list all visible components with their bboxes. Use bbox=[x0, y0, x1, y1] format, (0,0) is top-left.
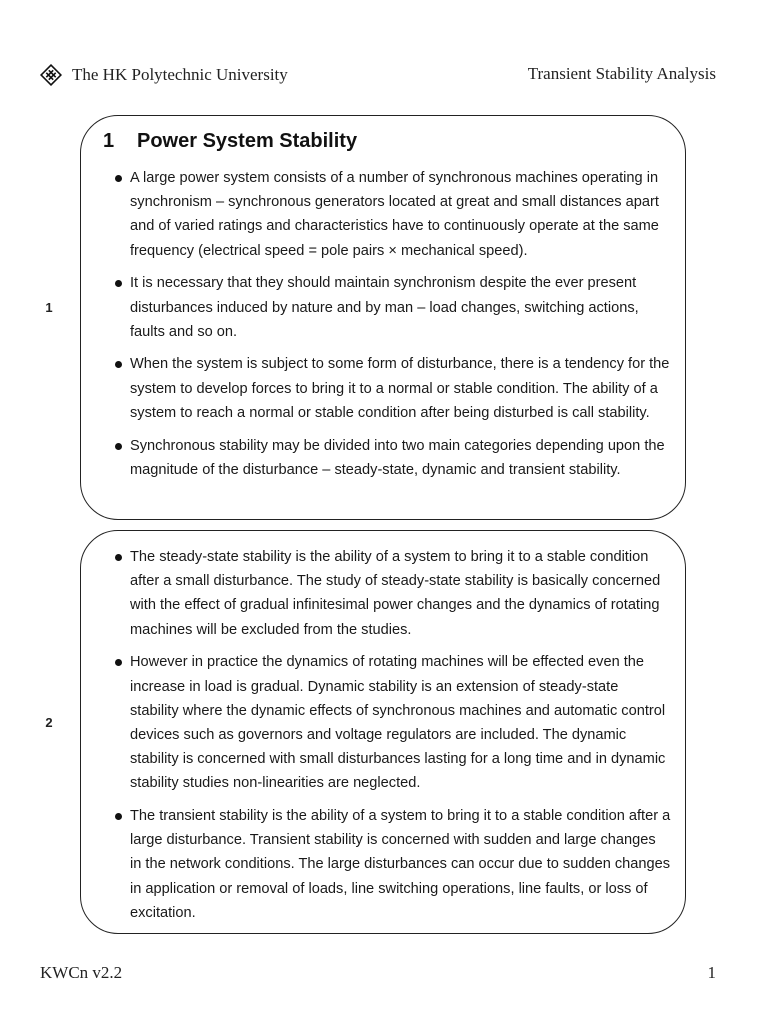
bullet-item bbox=[113, 352, 671, 425]
university-logo-icon bbox=[40, 64, 62, 86]
bullet-list bbox=[113, 166, 671, 490]
bullet-item bbox=[113, 434, 671, 482]
bullet-dot-icon bbox=[115, 443, 122, 450]
university-name: The HK Polytechnic University bbox=[72, 65, 288, 84]
bullet-dot-icon bbox=[115, 813, 122, 820]
bullet-dot-icon bbox=[115, 280, 122, 287]
section-title-text: Power System Stability bbox=[137, 130, 358, 152]
document-topic: Transient Stability Analysis bbox=[527, 64, 716, 83]
section-title bbox=[103, 130, 357, 153]
bullet-item bbox=[113, 804, 671, 925]
page-number: 1 bbox=[707, 963, 716, 982]
bullet-dot-icon bbox=[115, 554, 122, 561]
slide-frame bbox=[80, 115, 686, 520]
section-number: 1 bbox=[103, 130, 115, 152]
bullet-item bbox=[113, 166, 671, 263]
bullet-text: A large power system consists of a number of synchronous machines operating in synchronism – synchronous generators located at great and small distances apart and of varied ratings and characteristics have to continuously operate at the same frequency (electrical speed = pole pairs × mechanical speed). bbox=[130, 170, 659, 259]
bullet-text: When the system is subject to some form of disturbance, there is a tendency for the system to develop forces to bring it to a normal or stable condition. The ability of a system to reach a normal or stable condition after being disturbed is call stability. bbox=[130, 356, 670, 421]
bullet-list bbox=[113, 545, 671, 934]
bullet-item bbox=[113, 271, 671, 344]
bullet-text: However in practice the dynamics of rotating machines will be effected even the increase in load is gradual. Dynamic stability is an extension of steady-state stability where the dynamic effects of synchronous machines and automatic control devices such as governors and voltage regulators are included. The dynamic stability is concerned with small disturbances lasting for a long time and in dynamic stability studies non-linearities are neglected. bbox=[130, 654, 666, 792]
bullet-text: It is necessary that they should maintain synchronism despite the ever present disturbances induced by nature and by man – load changes, switching actions, faults and so on. bbox=[130, 275, 639, 340]
bullet-dot-icon bbox=[115, 175, 122, 182]
page-footer bbox=[40, 963, 716, 987]
slide-number: 2 bbox=[45, 715, 53, 730]
bullet-text: Synchronous stability may be divided into two main categories depending upon the magnitude of the disturbance – steady-state, dynamic and transient stability. bbox=[130, 437, 665, 478]
bullet-text: The steady-state stability is the ability of a system to bring it to a stable condition after a small disturbance. The study of steady-state stability is basically concerned with the effect of gradual infinitesimal power changes and the dynamics of rotating machines will be excluded from the studies. bbox=[130, 549, 661, 638]
bullet-text: The transient stability is the ability of a system to bring it to a stable condition after a large disturbance. Transient stability is concerned with sudden and large changes in the network conditions. The large disturbances can occur due to sudden changes in application or removal of loads, line switching operations, line faults, or loss of excitation. bbox=[130, 808, 671, 921]
bullet-dot-icon bbox=[115, 659, 122, 666]
header-left bbox=[40, 64, 288, 86]
bullet-item bbox=[113, 650, 671, 795]
page-header bbox=[40, 64, 716, 88]
bullet-item bbox=[113, 545, 671, 642]
slide-number: 1 bbox=[45, 300, 53, 315]
bullet-dot-icon bbox=[115, 361, 122, 368]
version-label: KWCn v2.2 bbox=[40, 963, 123, 982]
slide-frame bbox=[80, 530, 686, 934]
